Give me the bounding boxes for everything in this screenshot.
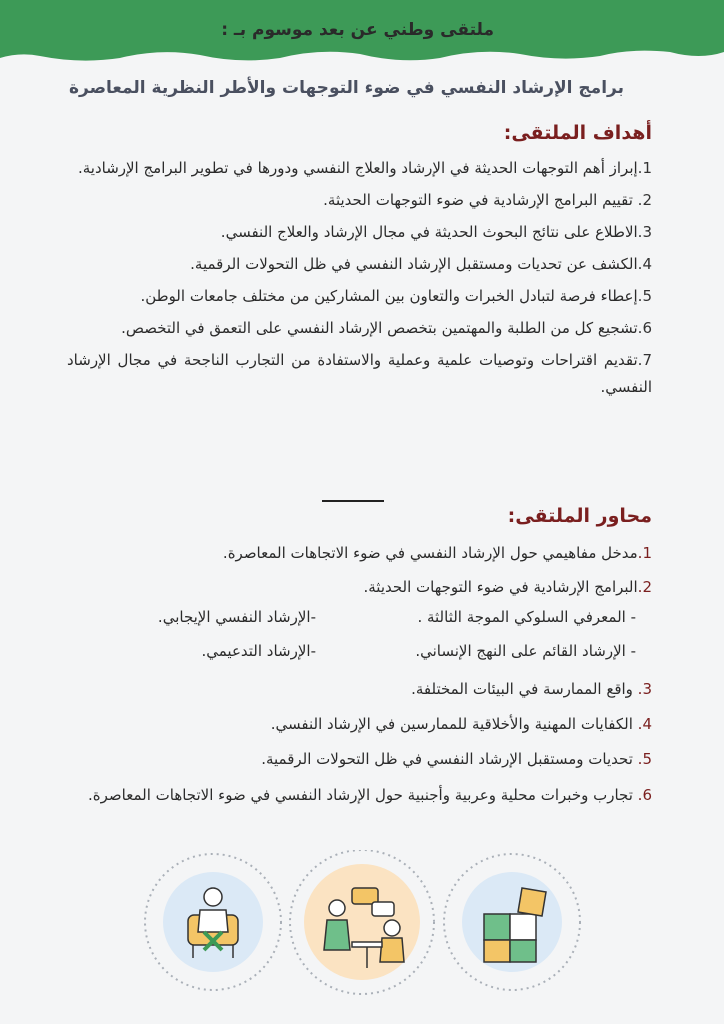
item-text: إعطاء فرصة لتبادل الخبرات والتعاون بين المشاركين من مختلف جامعات الوطن.: [140, 287, 638, 305]
item-number: 2.: [637, 191, 652, 209]
item-number: 5.: [637, 750, 652, 768]
item-text: مدخل مفاهيمي حول الإرشاد النفسي في ضوء الاتجاهات المعاصرة.: [222, 544, 638, 562]
item-text: واقع الممارسة في البيئات المختلفة.: [411, 680, 638, 698]
item-text: الكفايات المهنية والأخلاقية للممارسين في الإرشاد النفسي.: [270, 715, 638, 733]
item-number: 2.: [637, 578, 652, 596]
axes-heading: محاور الملتقى:: [507, 505, 652, 527]
list-item: [67, 251, 652, 278]
counseling-person-icon: [145, 854, 281, 990]
section-divider: [322, 500, 384, 502]
objectives-heading: أهداف الملتقى:: [503, 122, 652, 144]
list-item: [67, 315, 652, 342]
sub-item: -الإرشاد التدعيمي.: [201, 642, 316, 660]
sub-item: - الإرشاد القائم على النهج الإنساني.: [415, 642, 636, 660]
item-text: تقييم البرامج الإرشادية في ضوء التوجهات الحديثة.: [323, 191, 638, 209]
item-number: 5.: [637, 287, 652, 305]
banner-title: ملتقى وطني عن بعد موسوم بـ :: [221, 20, 494, 40]
item-number: 1.: [637, 159, 652, 177]
axis-item-5: [261, 746, 652, 772]
axis-item-1: [223, 540, 652, 566]
list-item: [67, 347, 652, 401]
item-number: 3.: [637, 680, 652, 698]
item-text: البرامج الإرشادية في ضوء التوجهات الحديثة.: [363, 578, 638, 596]
item-text: تشجيع كل من الطلبة والمهتمين بتخصص الإرشاد النفسي على التعمق في التخصص.: [121, 319, 638, 337]
item-text: تقديم اقتراحات وتوصيات علمية وعملية والاستفادة من التجارب الناجحة في مجال الإرشاد النفسي.: [67, 351, 652, 396]
page-title: برامج الإرشاد النفسي في ضوء التوجهات والأطر النظرية المعاصرة: [69, 78, 624, 98]
item-number: 6.: [637, 786, 652, 804]
objectives-list: [67, 155, 652, 406]
item-text: الكشف عن تحديات ومستقبل الإرشاد النفسي في ظل التحولات الرقمية.: [190, 255, 638, 273]
axis-item-6: [67, 782, 652, 808]
item-text: الاطلاع على نتائج البحوث الحديثة في مجال الإرشاد والعلاج النفسي.: [220, 223, 638, 241]
list-item: [67, 155, 652, 182]
list-item: [67, 219, 652, 246]
item-number: 7.: [637, 351, 652, 369]
list-item: [67, 283, 652, 310]
sub-item: -الإرشاد النفسي الإيجابي.: [157, 608, 316, 626]
item-number: 3.: [637, 223, 652, 241]
item-number: 4.: [637, 715, 652, 733]
item-text: إبراز أهم التوجهات الحديثة في الإرشاد والعلاج النفسي ودورها في تطوير البرامج الإرشادية.: [77, 159, 638, 177]
item-number: 1.: [637, 544, 652, 562]
illustration-row: [0, 850, 724, 1024]
header-banner: [0, 0, 724, 70]
sub-item: - المعرفي السلوكي الموجة الثالثة .: [417, 608, 636, 626]
item-number: 4.: [637, 255, 652, 273]
consultation-dialogue-icon: [290, 850, 434, 994]
item-number: 6.: [637, 319, 652, 337]
puzzle-pieces-icon: [444, 854, 580, 990]
axis-item-3: [411, 676, 652, 702]
axis-item-2: [363, 574, 652, 600]
list-item: [67, 187, 652, 214]
item-text: تحديات ومستقبل الإرشاد النفسي في ظل التحولات الرقمية.: [261, 750, 638, 768]
axis-item-4: [271, 711, 652, 737]
item-text: تجارب وخبرات محلية وعربية وأجنبية حول الإرشاد النفسي في ضوء الاتجاهات المعاصرة.: [88, 786, 638, 804]
